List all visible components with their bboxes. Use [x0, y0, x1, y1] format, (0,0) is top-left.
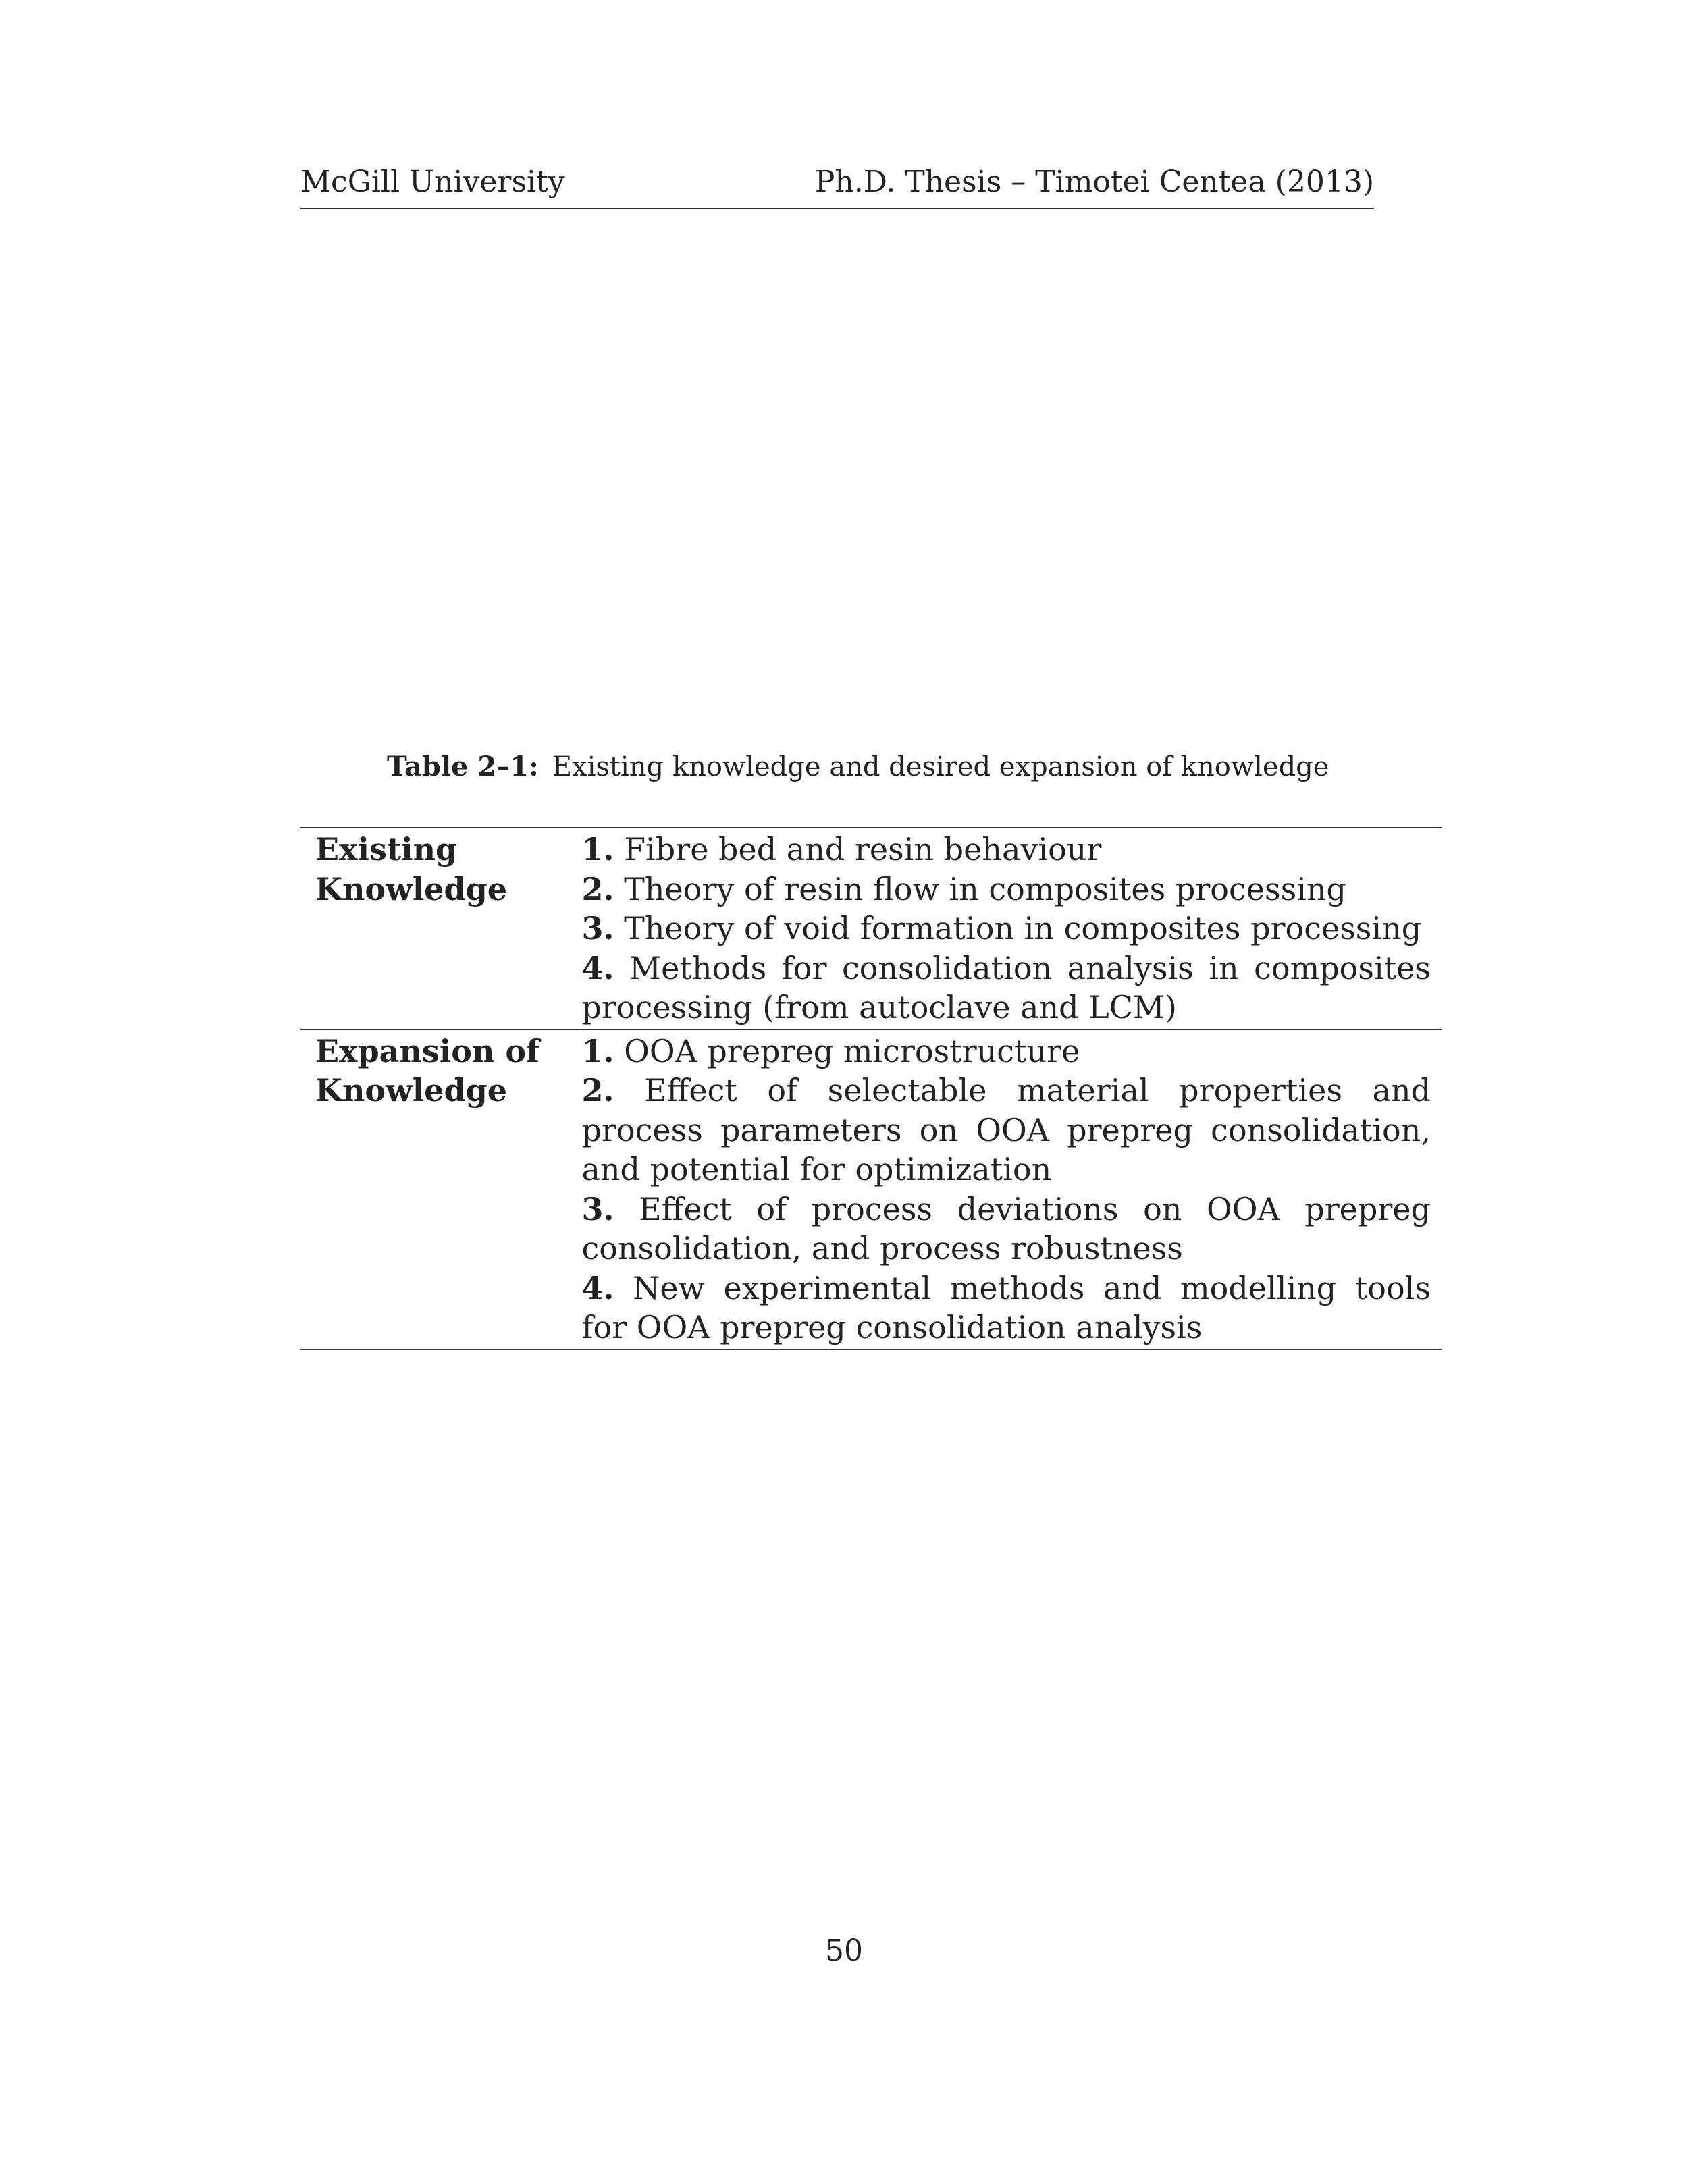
list-item [581, 1190, 1431, 1269]
row-heading-line: Expansion of [315, 1032, 539, 1069]
item-number: 2. [581, 1072, 614, 1109]
item-number: 3. [581, 1190, 614, 1227]
row-heading-line: Knowledge [315, 1072, 508, 1109]
row-items [558, 1030, 1442, 1350]
list-item [581, 909, 1431, 949]
page-number: 50 [825, 1934, 863, 1968]
row-heading [300, 828, 558, 1030]
knowledge-table [300, 827, 1442, 1350]
header-institution: McGill University [300, 165, 565, 199]
item-text: OOA prepreg microstructure [624, 1032, 1080, 1069]
header-thesis-info: Ph.D. Thesis – Timotei Centea (2013) [814, 165, 1374, 199]
list-item [581, 949, 1431, 1028]
list-item [581, 1269, 1431, 1348]
table-caption-label: Table 2–1: [387, 751, 539, 782]
item-number: 1. [581, 831, 614, 868]
table-row-existing-knowledge [300, 828, 1442, 1030]
list-item [581, 870, 1431, 909]
item-number: 1. [581, 1032, 614, 1069]
list-item [581, 1032, 1431, 1071]
item-number: 2. [581, 870, 614, 907]
table-caption [387, 748, 1329, 786]
table-caption-text: Existing knowledge and desired expansion of knowledge [552, 751, 1329, 782]
table-row-expansion-of-knowledge [300, 1030, 1442, 1350]
item-text: Fibre bed and resin behaviour [624, 831, 1102, 868]
list-item [581, 830, 1431, 870]
item-text: New experimental methods and modelling tools for OOA prepreg consolidation analysis [581, 1269, 1431, 1346]
item-text: Effect of selectable material properties and process parameters on OOA prepreg consolidation, and potential for optimization [581, 1072, 1431, 1188]
item-text: Methods for consolidation analysis in composites processing (from autoclave and LCM) [581, 949, 1431, 1026]
item-number: 3. [581, 910, 614, 947]
item-text: Theory of void formation in composites processing [624, 910, 1422, 947]
row-items [558, 828, 1442, 1030]
item-text: Effect of process deviations on OOA prepreg consolidation, and process robustness [581, 1190, 1431, 1267]
item-number: 4. [581, 949, 614, 986]
item-number: 4. [581, 1269, 614, 1306]
row-heading-line: Knowledge [315, 870, 508, 907]
running-header [300, 162, 1374, 209]
list-item [581, 1071, 1431, 1190]
item-text: Theory of resin flow in composites processing [624, 870, 1346, 907]
row-heading [300, 1030, 558, 1350]
row-heading-line: Existing [315, 831, 458, 868]
